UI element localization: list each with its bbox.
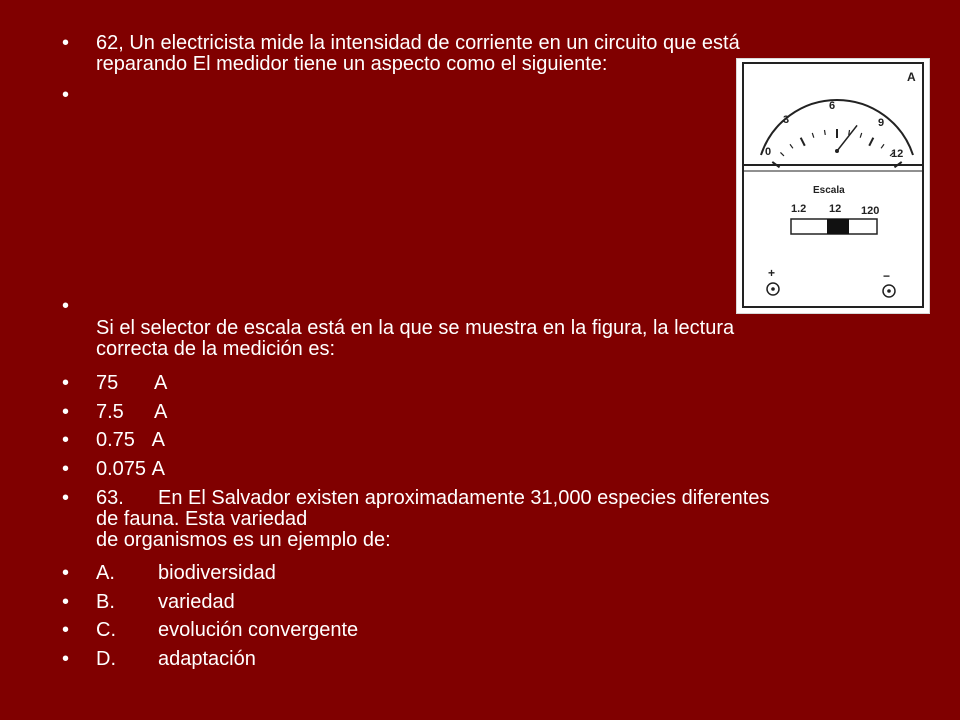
tick-label-0: 0 — [765, 146, 772, 158]
dial-tick — [824, 130, 825, 135]
q63-line2: de fauna. Esta variedad — [96, 508, 308, 530]
dial-ticks — [772, 129, 904, 167]
scale-selector-knob — [827, 219, 849, 234]
dial-tick — [869, 138, 873, 146]
option-value: 0.075 — [96, 458, 147, 480]
meter-needle — [837, 125, 857, 151]
option-unit: A — [154, 372, 168, 394]
option-text: biodiversidad — [158, 562, 276, 584]
ammeter-drawing — [737, 59, 929, 313]
dial-tick — [780, 152, 784, 156]
scale-option-1-2: 1.2 — [791, 203, 807, 215]
option-text: adaptación — [158, 648, 256, 670]
plus-label: + — [768, 266, 776, 280]
option-letter: D. — [96, 648, 116, 670]
unit-label: A — [907, 70, 916, 84]
scale-label: Escala — [813, 185, 845, 196]
tick-label-12: 12 — [891, 148, 904, 160]
option-letter: C. — [96, 619, 116, 641]
needle-pivot — [835, 149, 839, 153]
dial-tick — [860, 133, 862, 138]
tick-label-6: 6 — [829, 100, 836, 112]
slide: • 62, Un electricista mide la intensidad de corriente en un circuito que está reparando El medidor tiene un aspecto como el siguiente: • • Si el selector de escala está en la que se muestra en la figura, la lectura correcta de la medición es: • 75 A • 7.5 A • 0.75 A • 0.075 A • 63. En El Salvador existen aproximadamente 31,000 especies diferentes de fauna. Esta variedad de organismos es un ejemplo de: • A. biodiversidad • B. variedad • C. evolución convergente • D. adaptación 0 3 6 9 12 A Escala 1.2 12 120 + − — [0, 0, 960, 720]
q63-line1: En El Salvador existen aproximadamente 31,000 especies diferentes — [158, 487, 770, 509]
option-unit: A — [154, 401, 168, 423]
dial-tick — [801, 138, 805, 146]
bullet-dot: • — [62, 32, 70, 54]
q62-line2: reparando El medidor tiene un aspecto como el siguiente: — [96, 53, 608, 75]
ammeter-figure — [736, 58, 930, 314]
option-text: variedad — [158, 591, 235, 613]
tick-label-3: 3 — [783, 114, 790, 126]
option-value: 75 — [96, 372, 119, 394]
q62-line1: 62, Un electricista mide la intensidad de corriente en un circuito que está — [96, 32, 740, 54]
dial-tick — [812, 133, 814, 138]
q63-number: 63. — [96, 487, 124, 509]
scale-option-120: 120 — [861, 205, 880, 217]
option-value: 7.5 — [96, 401, 124, 423]
q62-prompt-line2: correcta de la medición es: — [96, 338, 336, 360]
scale-option-12: 12 — [829, 203, 842, 215]
option-unit: A — [151, 429, 165, 451]
dial-tick — [881, 144, 884, 148]
option-value: 0.75 — [96, 429, 135, 451]
minus-label: − — [883, 269, 891, 283]
q62-prompt-line1: Si el selector de escala está en la que se muestra en la figura, la lectura — [96, 317, 735, 339]
dial-tick — [790, 144, 793, 148]
q63-line3: de organismos es un ejemplo de: — [96, 529, 391, 551]
option-letter: A. — [96, 562, 115, 584]
option-letter: B. — [96, 591, 115, 613]
dial-arc — [761, 100, 913, 155]
option-text: evolución convergente — [158, 619, 359, 641]
tick-label-9: 9 — [878, 117, 885, 129]
option-unit: A — [151, 458, 165, 480]
